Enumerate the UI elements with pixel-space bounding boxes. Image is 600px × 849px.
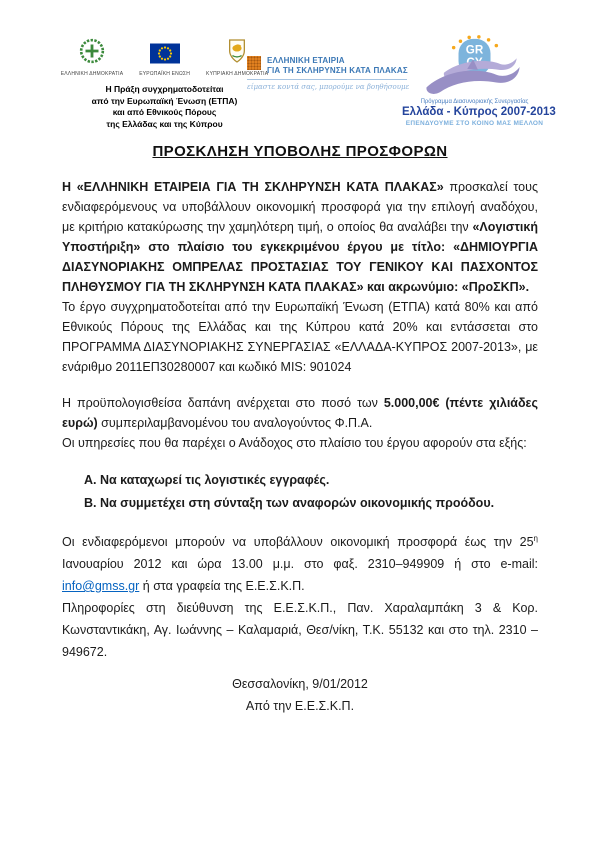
ms-society-logo — [247, 56, 412, 91]
closing-signoff: Από την Ε.Ε.Σ.Κ.Π. — [245, 699, 355, 713]
program-logo — [402, 34, 556, 127]
closing-place-date: Θεσσαλονίκη, 9/01/2012 — [232, 677, 368, 691]
ms-society-name — [267, 56, 408, 75]
document-body — [0, 142, 600, 717]
grcy-dolphins-icon — [402, 34, 547, 98]
greek-republic-emblem — [61, 38, 124, 77]
program-motto: ΕΠΕΝΔΥΟΥΜΕ ΣΤΟ ΚΟΙΝΟ ΜΑΣ ΜΕΛΛΟΝ — [405, 120, 544, 127]
paragraph-cofinancing: Το έργο συγχρηματοδοτείται από την Ευρωπαϊκή Ένωση (ΕΤΠΑ) κατά 80% και από Εθνικούς Πόρους της Ελλάδας και της Κύπρου κατά 20% και εντάσσεται στο ΠΡΟΓΡΑΜΜΑ ΔΙΑΣΥΝΟΡΙΑΚΗΣ ΣΥΝΕΡΓΑΣΙΑΣ «ΕΛΛΑΔΑ-ΚΥΠΡΟΣ 2007-2013», με ενάριθμο 2011ΕΠ30280007 και κωδικό MIS: 901024 — [62, 300, 538, 374]
list-item-a: Α. Να καταχωρεί τις λογιστικές εγγραφές. — [84, 473, 330, 487]
greek-wreath-cross-icon — [79, 38, 105, 69]
list-item-b: Β. Να συμμετέχει στη σύνταξη των αναφορών οικονομικής προόδου. — [84, 496, 495, 510]
paragraph-services-intro: Οι υπηρεσίες που θα παρέχει ο Ανάδοχος στο πλαίσιο του έργου αφορούν στα εξής: — [62, 436, 527, 450]
program-title: Ελλάδα - Κύπρος 2007-2013 — [402, 106, 556, 118]
services-list — [62, 469, 538, 515]
ms-society-header — [247, 56, 412, 75]
eu-label: ΕΥΡΩΠΑΪΚΗ ΕΝΩΣΗ — [139, 71, 191, 77]
ms-society-tagline: είμαστε κοντά σας, μπορούμε να βοηθήσουμε — [247, 83, 410, 91]
cyprus-shield-dove-icon — [226, 38, 248, 69]
cofinance-note — [72, 84, 257, 130]
ms-society-name-line1: ΕΛΛΗΝΙΚΗ ΕΤΑΙΡΙΑ — [267, 56, 345, 65]
cofinance-line: Η Πράξη συγχρηματοδοτείται — [105, 84, 224, 94]
emblem-row — [60, 38, 269, 77]
cofinance-line: από την Ευρωπαϊκή Ένωση (ΕΤΠΑ) — [91, 95, 238, 106]
paragraph-submission: Οι ενδιαφερόμενοι μπορούν να υποβάλλουν οικονομική προσφορά έως την $25^\eta$ Ιανουαρίου 2012 και ώρα 13.00 μ.μ. στο φαξ. 2310–949909 ή στο e-mail: info@gmss.gr ή στα γραφεία της Ε.Ε.Σ.Κ.Π. — [62, 533, 538, 593]
greek-republic-label: ΕΛΛΗΝΙΚΗ ΔΗΜΟΚΡΑΤΙΑ — [60, 71, 124, 77]
funders-block — [60, 38, 269, 130]
ms-society-divider — [247, 79, 407, 80]
paragraph-invitation: Η «ΕΛΛΗΝΙΚΗ ΕΤΑΙΡΕΙΑ ΓΙΑ ΤΗ ΣΚΛΗΡΥΝΣΗ ΚΑΤΑ ΠΛΑΚΑΣ» προσκαλεί τους ενδιαφερόμενους να υποβάλλουν οικονομική προσφορά για την επιλογή αναδόχου, με κριτήριο κατακύρωσης την χαμηλότερη τιμή, ο οποίος θα αναλάβει την «Λογιστική Υποστήριξη» στο πλαίσιο του εγκεκριμένου έργου με τίτλο: «ΔΗΜΙΟΥΡΓΙΑ ΔΙΑΣΥΝΟΡΙΑΚΗΣ ΟΜΠΡΕΛΑΣ ΠΡΟΣΤΑΣΙΑΣ ΤΟΥ ΓΕΝΙΚΟΥ ΚΑΙ ΠΑΣΧΟΝΤΟΣ ΠΛΗΘΥΣΜΟΥ ΓΙΑ ΤΗ ΣΚΛΗΡΥΝΣΗ ΚΑΤΑ ΠΛΑΚΑΣ» και ακρωνύμιο: «ΠροΣΚΠ». — [62, 180, 538, 294]
closing-block — [62, 673, 538, 717]
cofinance-line: και από Εθνικούς Πόρους — [112, 107, 217, 117]
email-link[interactable]: info@gmss.gr — [62, 579, 140, 593]
header-logos — [0, 0, 600, 132]
ms-society-name-line2: ΓΙΑ ΤΗ ΣΚΛΗΡΥΝΣΗ ΚΑΤΑ ΠΛΑΚΑΣ — [267, 65, 408, 75]
cofinance-line: της Ελλάδας και της Κύπρου — [106, 118, 223, 129]
cyprus-label: ΚΥΠΡΙΑΚΗ ΔΗΜΟΚΡΑΤΙΑ — [206, 71, 269, 77]
page-title: ΠΡΟΣΚΛΗΣΗ ΥΠΟΒΟΛΗΣ ΠΡΟΣΦΟΡΩΝ — [152, 143, 448, 160]
svg-text:GR: GR — [465, 43, 483, 57]
paragraph-budget: Η προϋπολογισθείσα δαπάνη ανέρχεται στο ποσό των 5.000,00€ (πέντε χιλιάδες ευρώ) συμπεριλαμβανομένου του αναλογούντος Φ.Π.Α. — [62, 396, 538, 430]
eu-flag-icon — [150, 43, 180, 69]
paragraph-contact-info: Πληροφορίες στη διεύθυνση της Ε.Ε.Σ.Κ.Π., Παν. Χαραλαμπάκη 3 & Κορ. Κωνσταντικάκη, Αγ. Ιωάννης – Καλαμαριά, Θεσ/νίκη, Τ.Κ. 55132 και στο τηλ. 2310 – 949672. — [62, 601, 538, 659]
ms-society-icon — [247, 56, 261, 70]
program-subtitle: Πρόγραμμα Διασυνοριακής Συνεργασίας — [420, 99, 529, 105]
eu-flag-emblem — [139, 43, 190, 77]
